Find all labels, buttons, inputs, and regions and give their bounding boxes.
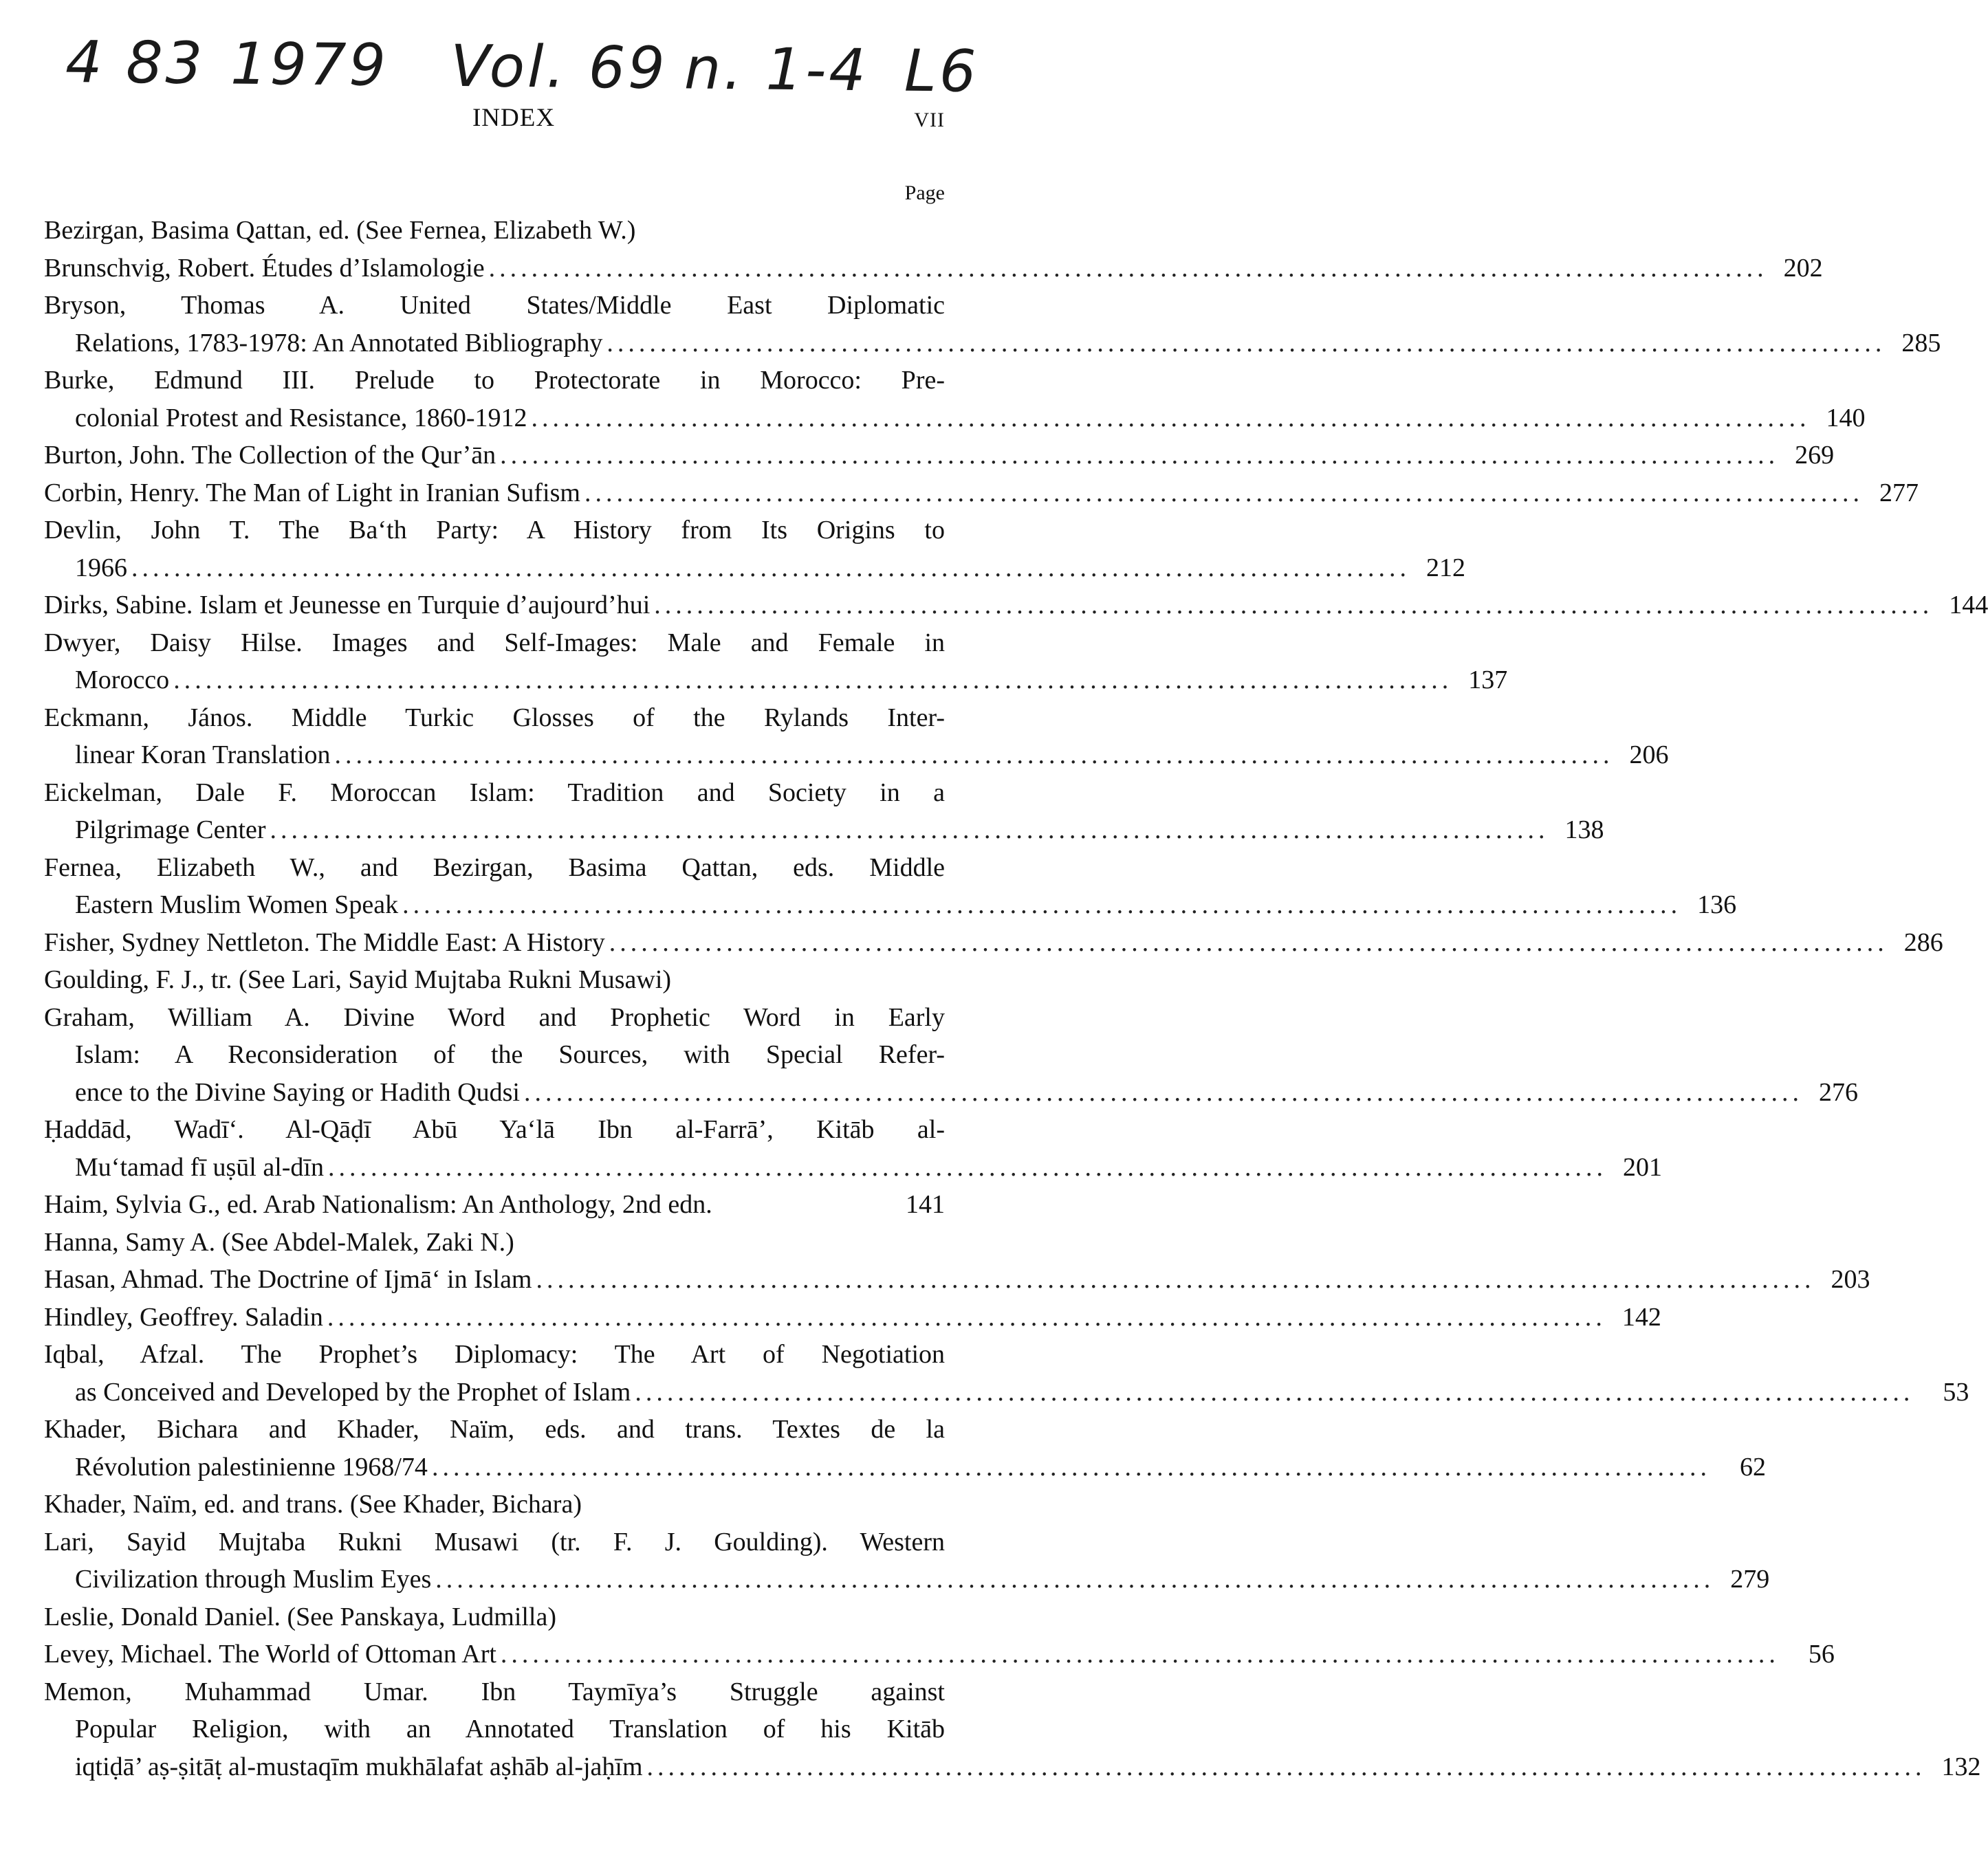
page-reference: 201: [1622, 1152, 1662, 1182]
page-reference: 132: [1941, 1752, 1981, 1781]
index-entry: [44, 849, 1737, 924]
dot-leader: ........................................................................................................................: [584, 478, 1864, 507]
entry-line: [44, 474, 1919, 512]
index-entry: [44, 1411, 1766, 1486]
index-entry: [44, 699, 1669, 774]
entry-text: Burke, Edmund III. Prelude to Protectorate in Morocco: Pre-: [44, 366, 945, 395]
entry-line: [44, 1449, 1766, 1486]
entry-text: Fisher, Sydney Nettleton. The Middle East: A History: [44, 927, 605, 957]
dot-leader: ........................................................................................................................: [609, 927, 1888, 957]
index-entry: [44, 924, 1943, 962]
entry-text: Ḥaddād, Wadī‘. Al-Qāḍī Abū Ya‘lā Ibn al-Farrā’, Kitāb al-: [44, 1115, 945, 1144]
dot-leader: ........................................................................................................................: [270, 815, 1549, 844]
index-entry: [44, 999, 1858, 1112]
page-reference: 202: [1783, 253, 1823, 283]
index-entry: [44, 1598, 945, 1636]
entry-text: Hindley, Geoffrey. Saladin: [44, 1302, 323, 1332]
entry-line: [44, 886, 1737, 924]
handwritten-text: Vol. 69: [450, 32, 668, 102]
dot-leader: ........................................................................................................................: [488, 253, 1768, 283]
entry-line: [44, 1411, 945, 1449]
index-entry: [44, 774, 1604, 849]
index-entry: [44, 212, 945, 250]
handwritten-text: 1979: [230, 30, 389, 99]
dot-leader: ........................................................................................................................: [646, 1752, 1926, 1781]
entry-text: Eckmann, János. Middle Turkic Glosses of the Rylands Inter-: [44, 703, 945, 732]
page-reference: 136: [1697, 890, 1737, 919]
index-entry: [44, 961, 945, 999]
entry-text: Civilization through Muslim Eyes: [75, 1565, 432, 1594]
entry-line: [44, 287, 945, 324]
entry-text: Bryson, Thomas A. United States/Middle East Diplomatic: [44, 291, 945, 320]
entry-line: [44, 549, 1465, 587]
page-reference: 206: [1629, 740, 1669, 769]
index-entry: [44, 1524, 1770, 1598]
index-entry: [44, 1673, 1981, 1786]
entry-line: [44, 1598, 945, 1636]
entry-text: Eastern Muslim Women Speak: [75, 890, 399, 919]
dot-leader: ........................................................................................................................: [334, 740, 1614, 769]
dot-leader: ........................................................................................................................: [435, 1565, 1715, 1594]
entry-text: Leslie, Donald Daniel. (See Panskaya, Ludmilla): [44, 1602, 557, 1631]
entry-text: Eickelman, Dale F. Moroccan Islam: Tradition and Society in a: [44, 778, 945, 807]
entry-text: Pilgrimage Center: [75, 815, 266, 844]
page-reference: 276: [1818, 1077, 1858, 1107]
entry-line: [44, 661, 1508, 699]
entry-line: [44, 586, 1988, 624]
page-reference: 286: [1903, 927, 1943, 957]
index-entries: [44, 212, 1988, 1785]
page-reference: 279: [1730, 1565, 1770, 1594]
index-entry: [44, 1261, 1870, 1299]
index-entry: [44, 1224, 945, 1262]
page-reference: 53: [1943, 1377, 1969, 1407]
entry-text: iqtiḍā’ aṣ-ṣitāṭ al-mustaqīm mukhālafat aṣhāb al-jaḥīm: [75, 1752, 643, 1781]
page-reference: 269: [1795, 441, 1835, 470]
entry-text: ence to the Divine Saying or Hadith Qudsi: [75, 1077, 520, 1107]
entry-line: [44, 736, 1669, 774]
entry-line: [44, 999, 945, 1037]
entry-text: Popular Religion, with an Annotated Translation of his Kitāb: [75, 1715, 945, 1744]
index-entry: [44, 287, 1941, 362]
entry-line: [44, 399, 1866, 437]
entry-line: [44, 1374, 1969, 1411]
page-reference: 141: [906, 1190, 945, 1219]
entry-line: [44, 1261, 1870, 1299]
page-reference: 137: [1468, 666, 1508, 694]
index-entry: [44, 1299, 1661, 1336]
index-entry: [44, 250, 1823, 287]
index-entry: [44, 474, 1919, 512]
entry-line: [44, 1224, 945, 1262]
page-reference: 62: [1739, 1452, 1766, 1482]
entry-text: Corbin, Henry. The Man of Light in Iranian Sufism: [44, 478, 580, 507]
entry-line: [44, 1074, 1858, 1112]
index-entry: [44, 1186, 945, 1224]
page-title: INDEX: [472, 104, 556, 132]
index-entry: [44, 624, 1508, 699]
page-reference: 140: [1826, 403, 1866, 432]
entry-line: [44, 624, 945, 662]
entry-text: Islam: A Reconsideration of the Sources, with Special Refer-: [75, 1040, 945, 1069]
entry-text: Memon, Muhammad Umar. Ibn Taymīya’s Struggle against: [44, 1677, 945, 1706]
dot-leader: ........................................................................................................................: [327, 1152, 1607, 1182]
entry-line: [44, 924, 1943, 962]
page-number: VII: [914, 109, 945, 131]
entry-line: [44, 1036, 945, 1074]
dot-leader: ........................................................................................................................: [402, 890, 1682, 919]
entry-text: Relations, 1783-1978: An Annotated Bibliography: [75, 328, 603, 358]
dot-leader: ........................................................................................................................: [607, 328, 1886, 358]
entry-line: [44, 1524, 945, 1561]
page-reference: 138: [1564, 815, 1604, 844]
dot-leader: ........................................................................................................................: [131, 553, 1410, 582]
entry-line: [44, 849, 945, 887]
entry-line: [44, 250, 1823, 287]
entry-text: Levey, Michael. The World of Ottoman Art: [44, 1640, 496, 1669]
dot-leader: ........................................................................................................................: [431, 1452, 1711, 1482]
entry-text: Bezirgan, Basima Qattan, ed. (See Fernea, Elizabeth W.): [44, 216, 636, 245]
entry-text: Khader, Bichara and Khader, Naïm, eds. and trans. Textes de la: [44, 1415, 945, 1444]
entry-text: Burton, John. The Collection of the Qur’ān: [44, 441, 496, 470]
entry-line: [44, 512, 945, 549]
entry-text: Hanna, Samy A. (See Abdel-Malek, Zaki N.): [44, 1227, 514, 1257]
dot-leader: ........................................................................................................................: [531, 403, 1811, 432]
index-entry: [44, 586, 1988, 624]
entry-text: Graham, William A. Divine Word and Prophetic Word in Early: [44, 1002, 945, 1032]
entry-text: colonial Protest and Resistance, 1860-1912: [75, 403, 527, 432]
index-entry: [44, 362, 1866, 437]
page-reference: 212: [1426, 553, 1465, 582]
entry-line: [44, 1486, 945, 1524]
entry-text: Dirks, Sabine. Islam et Jeunesse en Turquie d’aujourd’hui: [44, 591, 651, 619]
entry-line: [44, 1710, 945, 1748]
entry-text: Haim, Sylvia G., ed. Arab Nationalism: An Anthology, 2nd edn.: [44, 1190, 712, 1219]
entry-line: [44, 1636, 1835, 1673]
dot-leader: ........................................................................................................................: [523, 1077, 1803, 1107]
entry-line: [44, 1673, 945, 1711]
entry-line: [44, 699, 945, 737]
entry-text: Lari, Sayid Mujtaba Rukni Musawi (tr. F. J. Goulding). Western: [44, 1527, 945, 1556]
dot-leader: ........................................................................................................................: [500, 441, 1780, 470]
entry-text: Hasan, Ahmad. The Doctrine of Ijmā‘ in Islam: [44, 1265, 532, 1294]
page-reference: 142: [1621, 1302, 1661, 1332]
dot-leader: ........................................................................................................................: [635, 1377, 1914, 1407]
dot-leader: ........................................................................................................................: [500, 1640, 1780, 1669]
page-reference: 144: [1949, 591, 1988, 619]
entry-line: [44, 212, 945, 250]
dot-leader: ........................................................................................................................: [173, 666, 1453, 694]
entry-line: [44, 1561, 1770, 1598]
index-entry: [44, 512, 1465, 586]
entry-text: Devlin, John T. The Ba‘th Party: A History from Its Origins to: [44, 516, 945, 544]
entry-text: 1966: [75, 553, 127, 582]
entry-line: [44, 362, 945, 399]
entry-text: Goulding, F. J., tr. (See Lari, Sayid Mujtaba Rukni Musawi): [44, 965, 672, 994]
handwritten-text: n. 1-4: [684, 34, 869, 104]
index-entry: [44, 1336, 1969, 1411]
entry-text: linear Koran Translation: [75, 740, 331, 769]
index-entry: [44, 1486, 945, 1524]
entry-text: as Conceived and Developed by the Prophet of Islam: [75, 1377, 631, 1407]
entry-text: Fernea, Elizabeth W., and Bezirgan, Basima Qattan, eds. Middle: [44, 852, 945, 882]
entry-text: Brunschvig, Robert. Études d’Islamologie: [44, 253, 485, 283]
dot-leader: ........................................................................................................................: [536, 1265, 1815, 1294]
index-entry: [44, 1636, 1835, 1673]
entry-line: [44, 1336, 945, 1374]
entry-text: Dwyer, Daisy Hilse. Images and Self-Images: Male and Female in: [44, 628, 945, 657]
entry-text: Révolution palestinienne 1968/74: [75, 1452, 428, 1482]
entry-text: Iqbal, Afzal. The Prophet’s Diplomacy: The Art of Negotiation: [44, 1340, 945, 1369]
index-entry: [44, 437, 1835, 474]
page-reference: 277: [1879, 478, 1919, 507]
page-reference: 203: [1831, 1265, 1870, 1294]
dot-leader: ........................................................................................................................: [327, 1302, 1606, 1332]
entry-text: Morocco: [75, 666, 170, 694]
page-reference: 285: [1901, 328, 1941, 358]
entry-line: [44, 1299, 1661, 1336]
entry-line: [44, 1186, 945, 1224]
dot-leader: ........................................................................................................................: [654, 591, 1934, 619]
entry-line: [44, 324, 1941, 362]
handwritten-text: 4 83: [65, 28, 206, 98]
entry-line: [44, 1748, 1981, 1786]
entry-line: [44, 961, 945, 999]
page-column-heading: Page: [904, 182, 945, 204]
page-reference: 56: [1808, 1640, 1835, 1669]
entry-line: [44, 774, 945, 812]
entry-text: Khader, Naïm, ed. and trans. (See Khader, Bichara): [44, 1490, 582, 1519]
entry-line: [44, 437, 1835, 474]
entry-line: [44, 1111, 945, 1149]
handwritten-text: L6: [904, 36, 979, 105]
entry-line: [44, 811, 1604, 849]
entry-text: Mu‘tamad fī uṣūl al-dīn: [75, 1152, 324, 1182]
entry-line: [44, 1149, 1662, 1187]
index-entry: [44, 1111, 1662, 1186]
